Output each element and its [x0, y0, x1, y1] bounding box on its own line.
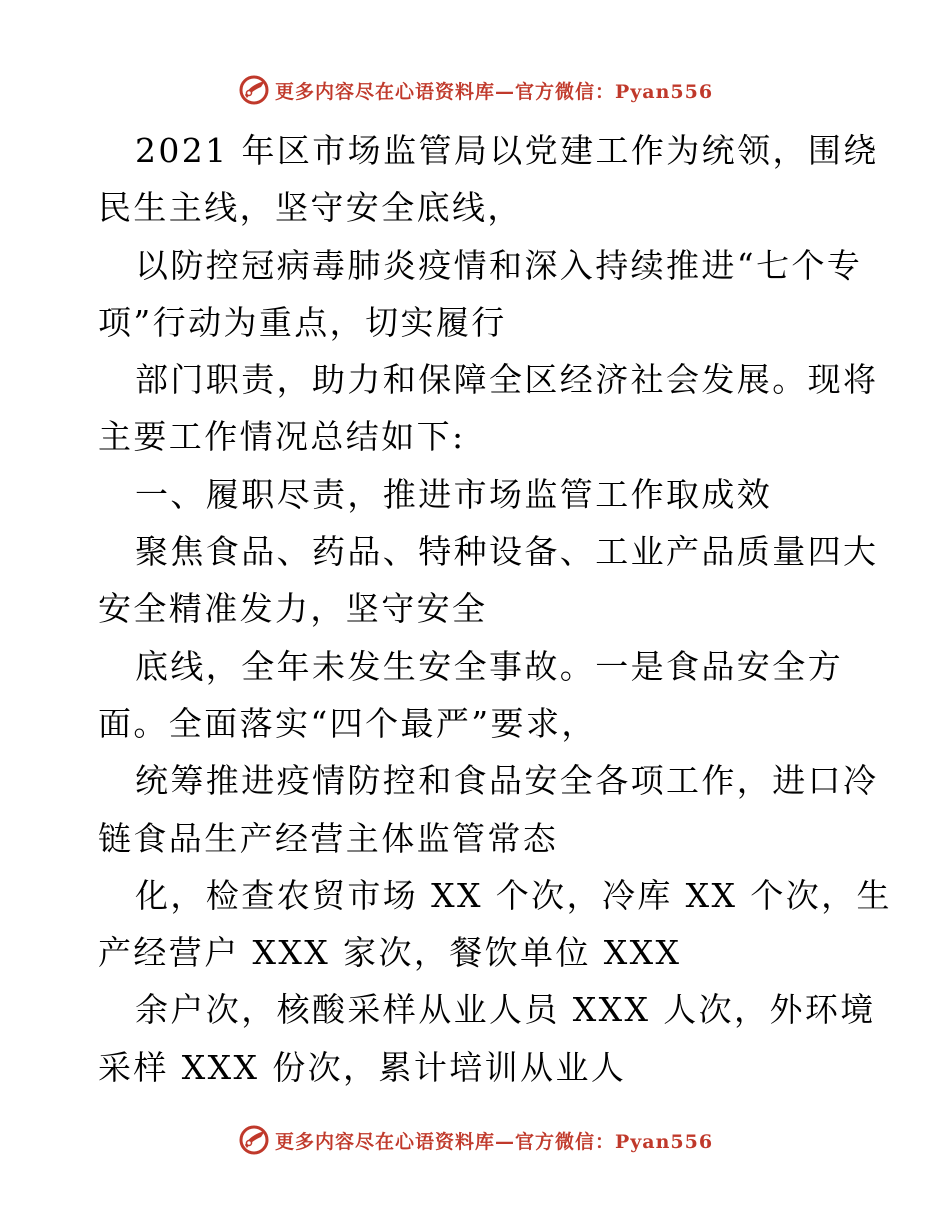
watermark-footer — [0, 1120, 950, 1160]
logo-icon — [237, 73, 271, 107]
text-line: 一、履职尽责，推进市场监管工作取成效 — [135, 474, 773, 514]
text-line: 主要工作情况总结如下: — [98, 417, 466, 457]
text-line: 民生主线，坚守安全底线， — [98, 188, 523, 228]
text-line: 底线，全年未发生安全事故。一是食品安全方 — [135, 646, 843, 686]
text-line: 化，检查农贸市场 XX 个次，冷库 XX 个次，生 — [135, 875, 892, 915]
text-line: 2021 年区市场监管局以党建工作为统领，围绕 — [135, 131, 879, 170]
text-line: 部门职责，助力和保障全区经济社会发展。现将 — [135, 360, 879, 400]
text-line: 采样 XXX 份次，累计培训从业人 — [98, 1047, 627, 1087]
document-body — [98, 122, 892, 1096]
text-line: 余户次，核酸采样从业人员 XXX 人次，外环境 — [135, 990, 876, 1030]
watermark-text-bottom: 更多内容尽在心语资料库—官方微信：Pyan556 — [274, 1130, 714, 1153]
text-line: 统筹推进疫情防控和食品安全各项工作，进口冷 — [135, 761, 879, 801]
text-line: 以防控冠病毒肺炎疫情和深入持续推进“七个专 — [135, 245, 863, 285]
watermark-header — [0, 70, 950, 110]
logo-icon — [237, 1123, 271, 1157]
text-line: 安全精准发力，坚守安全 — [98, 589, 488, 629]
watermark-text-top: 更多内容尽在心语资料库—官方微信：Pyan556 — [274, 80, 714, 103]
text-line: 项”行动为重点，切实履行 — [98, 302, 507, 342]
text-line: 链食品生产经营主体监管常态 — [98, 818, 559, 858]
text-line: 聚焦食品、药品、特种设备、工业产品质量四大 — [135, 532, 879, 572]
text-line: 面。全面落实“四个最严”要求， — [98, 703, 597, 743]
text-line: 产经营户 XXX 家次，餐饮单位 XXX — [98, 933, 682, 973]
